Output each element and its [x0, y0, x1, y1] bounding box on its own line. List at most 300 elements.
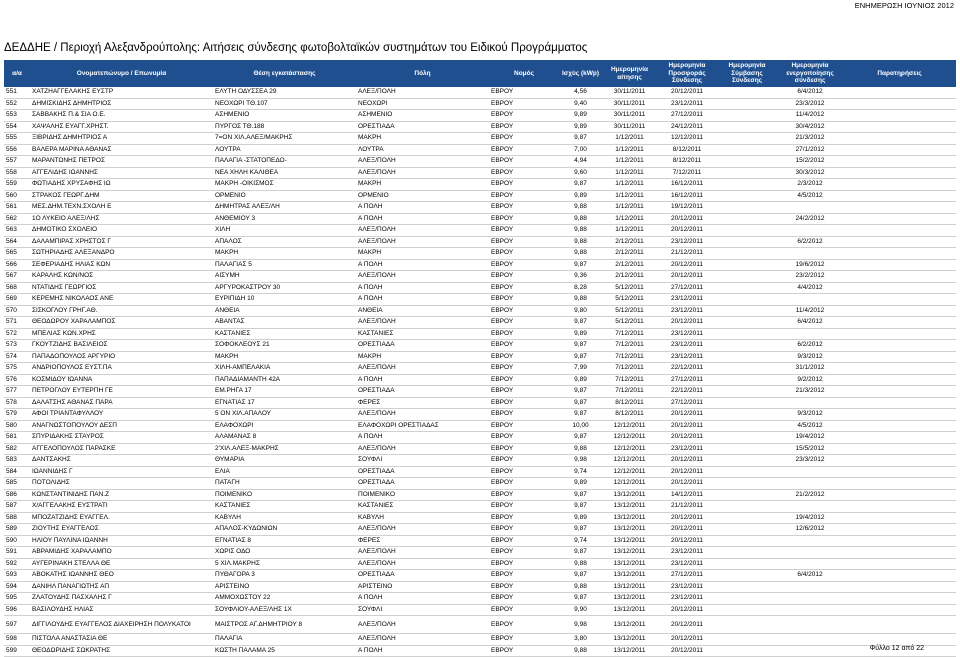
power-kwp: 9,90 — [559, 604, 602, 616]
remarks — [843, 386, 956, 398]
contract-date — [717, 374, 777, 386]
city: Α ΠΟΛΗ — [356, 645, 489, 657]
power-kwp: 9,89 — [559, 110, 602, 122]
prefecture: ΕΒΡΟΥ — [489, 512, 559, 524]
applicant-name: ΔΗΜΟΤΙΚΟ ΣΧΟΛΕΙΟ — [30, 225, 213, 237]
row-number: 577 — [4, 386, 30, 398]
application-date: 13/12/2011 — [602, 581, 657, 593]
application-date: 8/12/2011 — [602, 397, 657, 409]
applicant-name: ΣΑΒΒΑΚΗΣ Π.& ΣΙΑ Ο.Ε. — [30, 110, 213, 122]
row-number: 572 — [4, 328, 30, 340]
activation-date: 6/4/2012 — [777, 317, 843, 329]
city: ΜΑΚΡΗ — [356, 248, 489, 260]
city: ΑΛΕΞ/ΠΟΛΗ — [356, 616, 489, 634]
power-kwp: 10,00 — [559, 420, 602, 432]
city: ΑΝΘΕΙΑ — [356, 305, 489, 317]
row-number: 565 — [4, 248, 30, 260]
table-row — [4, 202, 956, 214]
remarks — [843, 443, 956, 455]
city: ΑΛΕΞ/ΠΟΛΗ — [356, 87, 489, 98]
offer-date: 27/12/2011 — [657, 282, 717, 294]
contract-date — [717, 282, 777, 294]
contract-date — [717, 110, 777, 122]
table-row — [4, 535, 956, 547]
remarks — [843, 110, 956, 122]
city: ΣΟΥΦΛΙ — [356, 455, 489, 467]
table-row — [4, 374, 956, 386]
row-number: 589 — [4, 524, 30, 536]
activation-date: 21/3/2012 — [777, 386, 843, 398]
contract-date — [717, 328, 777, 340]
offer-date: 23/12/2011 — [657, 558, 717, 570]
table-row — [4, 409, 956, 421]
row-number: 574 — [4, 351, 30, 363]
table-row — [4, 501, 956, 513]
remarks — [843, 397, 956, 409]
prefecture: ΕΒΡΟΥ — [489, 225, 559, 237]
power-kwp: 9,36 — [559, 271, 602, 283]
installation-location: ΕΓΝΑΤΙΑΣ 8 — [213, 535, 356, 547]
activation-date — [777, 478, 843, 490]
row-number: 591 — [4, 547, 30, 559]
activation-date: 24/2/2012 — [777, 213, 843, 225]
remarks — [843, 604, 956, 616]
power-kwp: 9,60 — [559, 167, 602, 179]
prefecture: ΕΒΡΟΥ — [489, 466, 559, 478]
applicant-name: ΣΙΣΚΟΓΛΟΥ ΓΡΗΓ.ΑΘ. — [30, 305, 213, 317]
header-offer-date: Ημερομηνία Προσφοράς Σύνδεσης — [657, 60, 717, 87]
activation-date — [777, 558, 843, 570]
installation-location: ΑΣΗΜΕΝΙΟ — [213, 110, 356, 122]
applicant-name: ΜΠΕΛΙΑΣ ΚΩΝ.ΧΡΗΣ — [30, 328, 213, 340]
row-number: 587 — [4, 501, 30, 513]
application-date: 7/12/2011 — [602, 386, 657, 398]
installation-location: ΣΟΦΟΚΛΕΟΥΣ 21 — [213, 340, 356, 352]
activation-date: 23/3/2012 — [777, 455, 843, 467]
applicant-name: ΔΑΛΑΤΣΗΣ ΑΘΑΝΑΣ ΠΑΡΑ — [30, 397, 213, 409]
installation-location: ΑΝΘΕΙΑ — [213, 305, 356, 317]
prefecture: ΕΒΡΟΥ — [489, 351, 559, 363]
contract-date — [717, 363, 777, 375]
table-row — [4, 455, 956, 467]
remarks — [843, 593, 956, 605]
activation-date: 23/2/2012 — [777, 271, 843, 283]
prefecture: ΕΒΡΟΥ — [489, 156, 559, 168]
power-kwp: 7,00 — [559, 144, 602, 156]
installation-location: ΠΥΘΑΓΟΡΑ 3 — [213, 570, 356, 582]
offer-date: 20/12/2011 — [657, 604, 717, 616]
remarks — [843, 501, 956, 513]
installation-location: ΧΩΡΙΣ ΟΔΟ — [213, 547, 356, 559]
row-number: 561 — [4, 202, 30, 214]
table-row — [4, 570, 956, 582]
installation-location: ΑΡΙΣΤΕΙΝΟ — [213, 581, 356, 593]
installation-location: ΕΛΑΦΟΧΩΡΙ — [213, 420, 356, 432]
city: Α ΠΟΛΗ — [356, 374, 489, 386]
table-row — [4, 248, 956, 260]
application-date: 7/12/2011 — [602, 363, 657, 375]
remarks — [843, 156, 956, 168]
applicant-name: Χ/ΑΓΓΕΛΑΚΗΣ ΕΥΣΤΡΑΤΙ — [30, 501, 213, 513]
activation-date — [777, 593, 843, 605]
offer-date: 23/12/2011 — [657, 547, 717, 559]
row-number: 594 — [4, 581, 30, 593]
contract-date — [717, 593, 777, 605]
power-kwp: 9,88 — [559, 558, 602, 570]
prefecture: ΕΒΡΟΥ — [489, 213, 559, 225]
city: ΟΡΕΣΤΙΑΔΑ — [356, 478, 489, 490]
installation-location: ΝΕΟΧΩΡΙ ΤΘ.107 — [213, 98, 356, 110]
row-number: 576 — [4, 374, 30, 386]
city: ΑΛΕΞ/ΠΟΛΗ — [356, 225, 489, 237]
activation-date — [777, 466, 843, 478]
remarks — [843, 489, 956, 501]
installation-location: ΑΒΑΝΤΑΣ — [213, 317, 356, 329]
installation-location: ΠΑΛΑΓΙΑ -ΣΤΑΤΟΠΕΔΟ- — [213, 156, 356, 168]
installation-location: ΟΡΜΕΝΙΟ — [213, 190, 356, 202]
city: ΑΛΕΞ/ΠΟΛΗ — [356, 271, 489, 283]
offer-date: 20/12/2011 — [657, 271, 717, 283]
applicant-name: ΣΤΡΑΚΟΣ ΓΕΩΡΓ.ΔΗΜ — [30, 190, 213, 202]
contract-date — [717, 340, 777, 352]
table-row — [4, 397, 956, 409]
row-number: 596 — [4, 604, 30, 616]
applicant-name: ΠΙΣΤΟΛΑ ΑΝΑΣΤΑΣΙΑ ΘΕ — [30, 634, 213, 646]
power-kwp: 9,89 — [559, 478, 602, 490]
applicant-name: ΒΑΣΙΛΟΥΔΗΣ ΗΛΙΑΣ — [30, 604, 213, 616]
power-kwp: 9,87 — [559, 340, 602, 352]
header-name: Ονοματεπώνυμο / Επωνυμία — [30, 60, 213, 87]
activation-date: 19/6/2012 — [777, 259, 843, 271]
prefecture: ΕΒΡΟΥ — [489, 202, 559, 214]
power-kwp: 9,88 — [559, 202, 602, 214]
table-row — [4, 340, 956, 352]
remarks — [843, 98, 956, 110]
activation-date: 19/4/2012 — [777, 432, 843, 444]
row-number: 564 — [4, 236, 30, 248]
installation-location: ΑΛΑΜΑΝΑΣ 8 — [213, 432, 356, 444]
offer-date: 19/12/2011 — [657, 202, 717, 214]
row-number: 575 — [4, 363, 30, 375]
activation-date: 4/4/2012 — [777, 282, 843, 294]
power-kwp: 9,89 — [559, 121, 602, 133]
installation-location: ΚΑΒΥΛΗ — [213, 512, 356, 524]
power-kwp: 9,87 — [559, 547, 602, 559]
city: ΑΡΙΣΤΕΙΝΟ — [356, 581, 489, 593]
city: ΑΛΕΞ/ΠΟΛΗ — [356, 363, 489, 375]
installation-location: ΠΟΙΜΕΝΙΚΟ — [213, 489, 356, 501]
application-date: 7/12/2011 — [602, 328, 657, 340]
remarks — [843, 512, 956, 524]
contract-date — [717, 236, 777, 248]
contract-date — [717, 156, 777, 168]
city: ΑΛΕΞ/ΠΟΛΗ — [356, 167, 489, 179]
power-kwp: 9,89 — [559, 328, 602, 340]
row-number: 553 — [4, 110, 30, 122]
contract-date — [717, 535, 777, 547]
installation-location: ΠΑΠΑΔΙΑΜΑΝΤΗ 42Α — [213, 374, 356, 386]
activation-date: 30/3/2012 — [777, 167, 843, 179]
table-row — [4, 294, 956, 306]
table-row — [4, 144, 956, 156]
table-row — [4, 489, 956, 501]
remarks — [843, 432, 956, 444]
installation-location: ΑΝΘΕΜΙΟΥ 3 — [213, 213, 356, 225]
application-date: 1/12/2011 — [602, 213, 657, 225]
application-date: 13/12/2011 — [602, 558, 657, 570]
row-number: 559 — [4, 179, 30, 191]
prefecture: ΕΒΡΟΥ — [489, 259, 559, 271]
contract-date — [717, 144, 777, 156]
applicant-name: ΣΠΥΡΙΔΑΚΗΣ ΣΤΑΥΡΟΣ — [30, 432, 213, 444]
city: ΟΡΕΣΤΙΑΔΑ — [356, 121, 489, 133]
contract-date — [717, 397, 777, 409]
power-kwp: 9,88 — [559, 581, 602, 593]
offer-date: 22/12/2011 — [657, 363, 717, 375]
city: ΑΛΕΞ/ΠΟΛΗ — [356, 443, 489, 455]
table-row — [4, 282, 956, 294]
applicant-name: ΜΠΟΖΑΤΖΙΔΗΣ ΕΥΑΓΓΕΛ. — [30, 512, 213, 524]
activation-date: 11/4/2012 — [777, 110, 843, 122]
application-date: 13/12/2011 — [602, 593, 657, 605]
installation-location: 5 ΧΙΛ.ΜΑΚΡΗΣ — [213, 558, 356, 570]
offer-date: 8/12/2011 — [657, 156, 717, 168]
power-kwp: 9,40 — [559, 98, 602, 110]
contract-date — [717, 501, 777, 513]
prefecture: ΕΒΡΟΥ — [489, 616, 559, 634]
city: ΑΛΕΞ/ΠΟΛΗ — [356, 547, 489, 559]
applicant-name: ΑΝΔΡΙΟΠΟΥΛΟΣ ΕΥΣΤ.ΠΑ — [30, 363, 213, 375]
offer-date: 20/12/2011 — [657, 455, 717, 467]
city: ΦΕΡΕΣ — [356, 397, 489, 409]
contract-date — [717, 420, 777, 432]
offer-date: 27/12/2011 — [657, 374, 717, 386]
installation-location: ΕΛΥΤΗ ΟΔΥΣΣΕΑ 29 — [213, 87, 356, 98]
activation-date: 31/1/2012 — [777, 363, 843, 375]
row-number: 584 — [4, 466, 30, 478]
power-kwp: 9,87 — [559, 397, 602, 409]
installation-location: ΛΟΥΤΡΑ — [213, 144, 356, 156]
installation-location: ΜΑΙΣΤΡΟΣ ΑΓ.ΔΗΜΗΤΡΙΟΥ 8 — [213, 616, 356, 634]
installation-location: ΜΑΚΡΗ -ΟΙΚΙΣΜΟΣ — [213, 179, 356, 191]
header-contract-date: Ημερομηνία Σύμβασης Σύνδεσης — [717, 60, 777, 87]
offer-date: 20/12/2011 — [657, 478, 717, 490]
applicant-name: ΧΑΤΖΗΑΓΓΕΛΑΚΗΣ ΕΥΣΤΡ — [30, 87, 213, 98]
offer-date: 23/12/2011 — [657, 581, 717, 593]
contract-date — [717, 386, 777, 398]
row-number: 563 — [4, 225, 30, 237]
prefecture: ΕΒΡΟΥ — [489, 236, 559, 248]
power-kwp: 9,89 — [559, 190, 602, 202]
contract-date — [717, 98, 777, 110]
prefecture: ΕΒΡΟΥ — [489, 397, 559, 409]
city: ΑΛΕΞ/ΠΟΛΗ — [356, 558, 489, 570]
table-row — [4, 110, 956, 122]
power-kwp: 9,87 — [559, 501, 602, 513]
offer-date: 20/12/2011 — [657, 466, 717, 478]
prefecture: ΕΒΡΟΥ — [489, 593, 559, 605]
activation-date: 23/3/2012 — [777, 98, 843, 110]
table-row — [4, 524, 956, 536]
activation-date: 6/4/2012 — [777, 570, 843, 582]
remarks — [843, 317, 956, 329]
activation-date: 6/2/2012 — [777, 236, 843, 248]
header-prefecture: Νομός — [489, 60, 559, 87]
contract-date — [717, 87, 777, 98]
contract-date — [717, 634, 777, 646]
prefecture: ΕΒΡΟΥ — [489, 190, 559, 202]
offer-date: 23/12/2011 — [657, 294, 717, 306]
prefecture: ΕΒΡΟΥ — [489, 386, 559, 398]
installation-location: ΠΑΛΑΓΙΑ — [213, 634, 356, 646]
contract-date — [717, 443, 777, 455]
installation-location: ΕΓΝΑΤΙΑΣ 17 — [213, 397, 356, 409]
activation-date: 6/4/2012 — [777, 87, 843, 98]
power-kwp: 9,88 — [559, 236, 602, 248]
remarks — [843, 202, 956, 214]
application-date: 1/12/2011 — [602, 133, 657, 145]
city: ΑΛΕΞ/ΠΟΛΗ — [356, 317, 489, 329]
offer-date: 20/12/2011 — [657, 524, 717, 536]
activation-date: 15/5/2012 — [777, 443, 843, 455]
prefecture: ΕΒΡΟΥ — [489, 374, 559, 386]
remarks — [843, 133, 956, 145]
applicant-name: ΑΝΑΓΝΩΣΤΟΠΟΥΛΟΥ ΔΕΣΠ — [30, 420, 213, 432]
applicant-name: ΑΒΟΚΑΤΗΣ ΙΩΑΝΝΗΣ ΘΕΟ — [30, 570, 213, 582]
contract-date — [717, 524, 777, 536]
application-date: 13/12/2011 — [602, 634, 657, 646]
contract-date — [717, 225, 777, 237]
offer-date: 20/12/2011 — [657, 259, 717, 271]
activation-date: 4/5/2012 — [777, 420, 843, 432]
prefecture: ΕΒΡΟΥ — [489, 167, 559, 179]
table-row — [4, 317, 956, 329]
city: Α ΠΟΛΗ — [356, 432, 489, 444]
installation-location: ΑΠΑΛΟΣ-ΚΥΔΩΝΙΩΝ — [213, 524, 356, 536]
remarks — [843, 225, 956, 237]
applicant-name: ΚΟΣΜΙΔΟΥ ΙΩΑΝΝΑ — [30, 374, 213, 386]
installation-location: ΜΑΚΡΗ — [213, 351, 356, 363]
remarks — [843, 282, 956, 294]
city: ΑΛΕΞ/ΠΟΛΗ — [356, 156, 489, 168]
offer-date: 20/12/2011 — [657, 634, 717, 646]
application-date: 30/11/2011 — [602, 121, 657, 133]
offer-date: 23/12/2011 — [657, 305, 717, 317]
city: ΑΣΗΜΕΝΙΟ — [356, 110, 489, 122]
application-date: 5/12/2011 — [602, 282, 657, 294]
prefecture: ΕΒΡΟΥ — [489, 87, 559, 98]
activation-date — [777, 581, 843, 593]
applicant-name: ΑΓΓΕΛΙΔΗΣ ΙΩΑΝΝΗΣ — [30, 167, 213, 179]
page-footer: Φύλλο 12 από 22 — [869, 645, 924, 652]
application-date: 2/12/2011 — [602, 248, 657, 260]
row-number: 597 — [4, 616, 30, 634]
application-date: 13/12/2011 — [602, 616, 657, 634]
applicant-name: ΙΩΑΝΝΙΔΗΣ Γ — [30, 466, 213, 478]
offer-date: 23/12/2011 — [657, 328, 717, 340]
installation-location: ΚΑΣΤΑΝΙΕΣ — [213, 501, 356, 513]
applicant-name: ΠΕΤΡΟΓΛΟΥ ΕΥΤΕΡΠΗ ΓΕ — [30, 386, 213, 398]
prefecture: ΕΒΡΟΥ — [489, 501, 559, 513]
applicant-name: ΖΙΟΥΤΗΣ ΕΥΑΓΓΕΛΟΣ — [30, 524, 213, 536]
power-kwp: 9,87 — [559, 593, 602, 605]
application-date: 13/12/2011 — [602, 501, 657, 513]
row-number: 562 — [4, 213, 30, 225]
power-kwp: 9,87 — [559, 570, 602, 582]
application-date: 5/12/2011 — [602, 305, 657, 317]
city: ΕΛΑΦΟΧΩΡΙ ΟΡΕΣΤΙΑΔΑΣ — [356, 420, 489, 432]
row-number: 579 — [4, 409, 30, 421]
city: Α ΠΟΛΗ — [356, 202, 489, 214]
prefecture: ΕΒΡΟΥ — [489, 645, 559, 657]
contract-date — [717, 317, 777, 329]
applicant-name: ΚΕΡΕΜΗΣ ΝΙΚΟΛΑΟΣ ΑΝΕ — [30, 294, 213, 306]
contract-date — [717, 455, 777, 467]
application-date: 1/12/2011 — [602, 202, 657, 214]
offer-date: 8/12/2011 — [657, 144, 717, 156]
table-body — [4, 87, 956, 657]
applicant-name: ΦΩΤΙΑΔΗΣ ΧΡΥΣΑΦΗΣ ΙΩ — [30, 179, 213, 191]
prefecture: ΕΒΡΟΥ — [489, 144, 559, 156]
city: ΑΛΕΞ/ΠΟΛΗ — [356, 236, 489, 248]
offer-date: 27/12/2011 — [657, 397, 717, 409]
row-number: 585 — [4, 478, 30, 490]
prefecture: ΕΒΡΟΥ — [489, 443, 559, 455]
application-date: 13/12/2011 — [602, 547, 657, 559]
application-date: 13/12/2011 — [602, 535, 657, 547]
applicant-name: ΔΑΝΙΗΛ ΠΑΝΑΓΙΩΤΗΣ ΑΠ — [30, 581, 213, 593]
city: ΑΛΕΞ/ΠΟΛΗ — [356, 634, 489, 646]
header-remarks: Παρατηρήσεις — [843, 60, 956, 87]
row-number: 598 — [4, 634, 30, 646]
prefecture: ΕΒΡΟΥ — [489, 570, 559, 582]
table-row — [4, 466, 956, 478]
table-row — [4, 351, 956, 363]
city: ΦΕΡΕΣ — [356, 535, 489, 547]
application-date: 8/12/2011 — [602, 409, 657, 421]
row-number: 571 — [4, 317, 30, 329]
installation-location: ΑΡΓΥΡΟΚΑΣΤΡΟΥ 30 — [213, 282, 356, 294]
installation-location: ΕΥΡΙΠΙΔΗ 10 — [213, 294, 356, 306]
row-number: 581 — [4, 432, 30, 444]
header-city: Πόλη — [356, 60, 489, 87]
contract-date — [717, 604, 777, 616]
table-row — [4, 190, 956, 202]
offer-date: 20/12/2011 — [657, 535, 717, 547]
applicant-name: ΔΑΛΑΜΠΙΡΑΣ ΧΡΗΣΤΟΣ Γ — [30, 236, 213, 248]
activation-date: 9/3/2012 — [777, 351, 843, 363]
header-application-date: Ημερομηνία αίτησης — [602, 60, 657, 87]
prefecture: ΕΒΡΟΥ — [489, 133, 559, 145]
row-number: 595 — [4, 593, 30, 605]
applicant-name: ΧΑΨΑΛΗΣ ΕΥΑΓΓ.ΧΡΗΣΤ. — [30, 121, 213, 133]
city: Α ΠΟΛΗ — [356, 282, 489, 294]
installation-location: ΣΟΥΦΛΙΟΥ-ΑΛΕΞ/ΛΗΣ 1Χ — [213, 604, 356, 616]
row-number: 569 — [4, 294, 30, 306]
contract-date — [717, 202, 777, 214]
application-date: 12/12/2011 — [602, 443, 657, 455]
installation-location: ΔΗΜΗΤΡΑΣ ΑΛΕΞ/ΛΗ — [213, 202, 356, 214]
city: ΣΟΥΦΛΙ — [356, 604, 489, 616]
installation-location: ΘΥΜΑΡΙΑ — [213, 455, 356, 467]
prefecture: ΕΒΡΟΥ — [489, 328, 559, 340]
prefecture: ΕΒΡΟΥ — [489, 282, 559, 294]
contract-date — [717, 294, 777, 306]
offer-date: 21/12/2011 — [657, 501, 717, 513]
table-row — [4, 179, 956, 191]
header-power: Ισχύς (kWp) — [559, 60, 602, 87]
prefecture: ΕΒΡΟΥ — [489, 363, 559, 375]
